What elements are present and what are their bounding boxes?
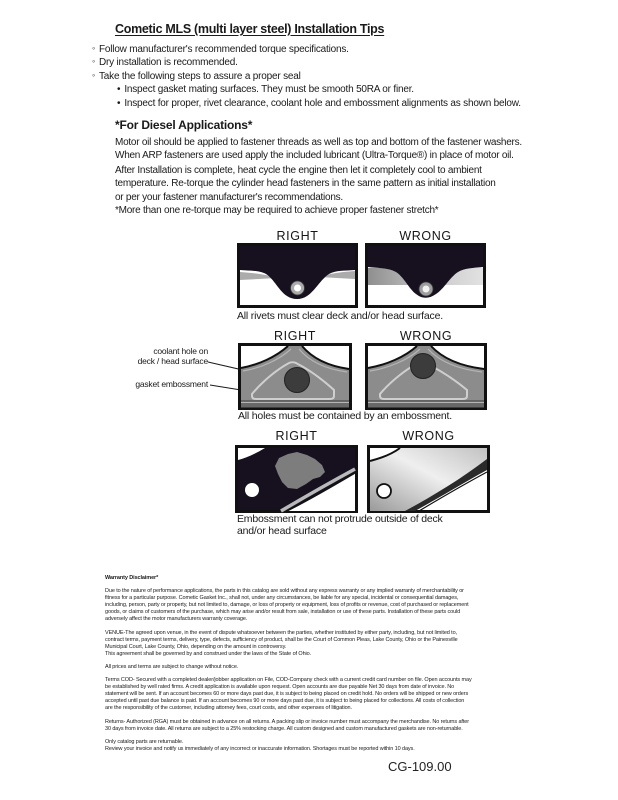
page-code: CG-109.00 xyxy=(388,759,452,774)
rivet-right-diagram xyxy=(237,243,358,308)
bolt-hole-icon xyxy=(245,483,259,497)
disclaimer-paragraph: Due to the nature of performance applications, the parts in this catalog are sold without any express warranty or any implied warranty of merchantability or fitness for a particular purpose. Cometic Gasket Inc., shall not, under any circumstances, be liable for any special, incidental or consequential damages, including, person, party or property, but not limited to, damage, or loss of property or equipment, loss of profits or revenue, cost of purchased or replacement goods, or claims of customers of the purchase, which may arise and/or result from sale, installation or use of these parts. Installation of these parts could adversely affect the motor manufacturers warranty coverage. xyxy=(105,588,469,623)
embossment-right-diagram xyxy=(238,343,352,410)
row2-caption: All holes must be contained by an embossment. xyxy=(238,410,452,422)
coolant-hole-icon xyxy=(411,354,436,379)
row2-right-label: RIGHT xyxy=(274,329,316,343)
retorque-note: *More than one re-torque may be required to achieve proper fastener stretch* xyxy=(115,205,439,216)
row1-right-label: RIGHT xyxy=(276,229,319,243)
diesel-paragraph-2: After Installation is complete, heat cycle the engine then let it completely cool to ambient temperature. Re-torque the cylinder head fasteners in the same pattern as initial installation or per your fastener manufacturer's recommendations. xyxy=(115,165,496,203)
list-item: ◦ Follow manufacturer's recommended torque specifications. xyxy=(92,43,521,56)
disclaimer-heading: Warranty Disclaimer* xyxy=(105,575,159,581)
disclaimer-paragraph: VENUE-The agreed upon venue, in the event of dispute whatsoever between the parties, whether instituted by either party, including, but not limited to, contract terms, payment terms, delivery, type, defects, sufficiency of product, shall be the Court of Common Pleas, Lake County, Ohio or the Painesville Municipal Court, Lake County, Ohio, depending on the amount in controversy. This agreement shall be governed by and construed under the laws of the State of Ohio. xyxy=(105,629,458,657)
embossment-wrong-diagram xyxy=(365,343,487,410)
embossment-annotation: gasket embossment xyxy=(135,379,208,389)
list-sub-item: • Inspect for proper, rivet clearance, coolant hole and embossment alignments as shown below. xyxy=(117,97,521,110)
list-sub-item: • Inspect gasket mating surfaces. They must be smooth 50RA or finer. xyxy=(117,83,521,96)
list-item: ◦ Take the following steps to assure a proper seal xyxy=(92,70,521,83)
bolt-hole-icon xyxy=(377,484,391,498)
protrusion-right-diagram xyxy=(235,445,358,513)
row2-wrong-label: WRONG xyxy=(399,329,453,343)
rivet-wrong-diagram xyxy=(365,243,486,308)
row3-caption: Embossment can not protrude outside of deck and/or head surface xyxy=(237,513,443,537)
disclaimer-paragraph: Returns- Authorized (RGA) must be obtained in advance on all returns. A packing slip or invoice number must accompany the merchandise. No returns after 30 days from invoice date. All returns are subject to a 25% restocking charge. All custom designed and custom manufactured gaskets are non-returnable. xyxy=(105,718,469,732)
row1-wrong-label: WRONG xyxy=(399,229,452,243)
diesel-paragraph-1: Motor oil should be applied to fastener threads as well as top and bottom of the fastener washers. When ARP fasteners are used apply the included lubricant (Ultra-Torque®) in place of motor oil. xyxy=(115,137,522,162)
protrusion-wrong-diagram xyxy=(367,445,490,513)
disclaimer-paragraph: Terms COD- Secured with a completed dealer/jobber application on File, COD-Company check with a current credit card number on file. Open accounts may be established by well rated firms. A credit application is available upon request. Open accounts are due payable Net 30 days from date of invoice. No statement will be sent. If an account becomes 60 or more days past due, it is subject to being placed on credit hold. No orders will be shipped or new orders accepted until past due balance is paid. If an account becomes 90 or more days past due, it is subject to being placed for collections. All costs of collection are the responsibility of the customer, including attorney fees, court costs, and other expenses of litigation. xyxy=(105,677,472,712)
coolant-hole-annotation: coolant hole on deck / head surface xyxy=(137,346,208,366)
diesel-applications-heading: *For Diesel Applications* xyxy=(115,118,253,132)
row1-caption: All rivets must clear deck and/or head surface. xyxy=(237,310,443,322)
coolant-hole-icon xyxy=(285,368,310,393)
row3-right-label: RIGHT xyxy=(275,429,318,443)
page-title: Cometic MLS (multi layer steel) Installation Tips xyxy=(115,22,385,36)
installation-tips-list xyxy=(92,43,521,110)
disclaimer-paragraph: Only catalog parts are returnable. Review your invoice and notify us immediately of any incorrect or inaccurate information. Shortages must be reported within 10 days. xyxy=(105,738,415,752)
disclaimer-paragraph: All prices and terms are subject to change without notice. xyxy=(105,663,239,670)
row3-wrong-label: WRONG xyxy=(402,429,455,443)
warranty-disclaimer xyxy=(105,575,525,759)
list-item: ◦ Dry installation is recommended. xyxy=(92,56,521,69)
